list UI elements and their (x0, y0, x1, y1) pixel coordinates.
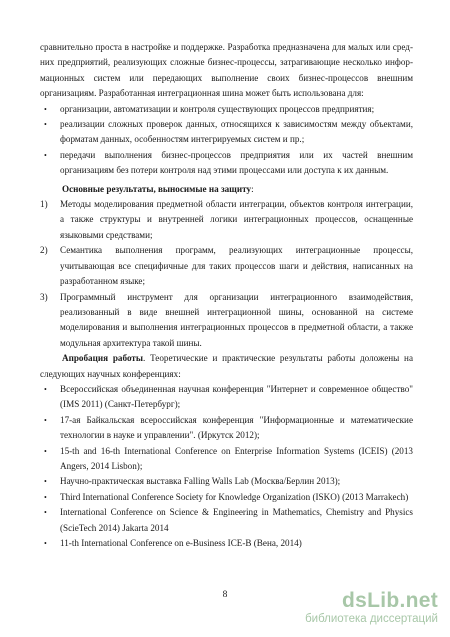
page-body (40, 40, 413, 551)
list-item (40, 290, 413, 352)
list-item-text: International Conference on Science & Engineering in Mathematics, Chemistry and Physics (ScieTech 2014) Jakarta 2014 (60, 507, 413, 533)
intro-line-2: них предприятий, реализующих сложные бизнес-процессы, затрагивающие несколько инфор- (40, 57, 413, 68)
approbation-label: Апробация работы (62, 353, 143, 364)
list-item-text: передачи выполнения бизнес-процессов предприятия или их частей внешним организациям без потери контроля над этими процессами или доступа к их данным. (60, 149, 413, 176)
list-item-text: реализации сложных проверок данных, относящихся к зависимостям между объектами, форматам данных, особенностям интегрируемых систем и пр.; (60, 119, 413, 145)
bullet-icon: • (44, 508, 47, 518)
list-item-text: 11-th International Conference on e-Business ICE-B (Вена, 2014) (60, 538, 302, 548)
list-item (40, 102, 413, 117)
list-number: 2) (40, 245, 48, 256)
list-item (40, 382, 413, 413)
list-item-text: Методы моделирования предметной области интеграции, объектов контроля интеграции, а также структуры и внутренней логики интеграционных процессов, оснащенные языковыми средствами; (60, 199, 413, 240)
results-heading-colon: : (251, 183, 254, 194)
intro-paragraph (40, 40, 413, 102)
list-item (40, 413, 413, 444)
list-item (40, 148, 413, 179)
bullet-icon: • (44, 446, 47, 456)
bullet-icon: • (44, 415, 47, 425)
approbation-text: . Теоретические и практические результаты работы доложены на следующих научных конференциях: (40, 353, 413, 379)
bullet-icon: • (44, 384, 47, 394)
bullet-icon: • (44, 539, 47, 548)
page-number: 8 (222, 590, 228, 600)
list-item (40, 474, 413, 489)
bullet-icon: • (44, 492, 47, 502)
list-item-text: Всероссийская объединенная научная конференция "Интернет и современное общество" (IMS 2011) (Санкт-Петербург); (60, 383, 413, 410)
list-item (40, 490, 413, 505)
bullet-icon: • (44, 120, 47, 130)
uses-list (40, 102, 413, 179)
list-item-text: Семантика выполнения программ, реализующих интеграционные процессы, учитывающая все специфичные для таких процессов шаги и действия, написанных на разработанном языке; (60, 245, 413, 287)
list-item (40, 243, 413, 289)
list-item (40, 197, 413, 243)
bullet-icon: • (44, 104, 47, 114)
conferences-list (40, 382, 413, 551)
list-item-text: 17-ая Байкальская всероссийская конференция "Информационные и математические технологии в науке и управлении". (Иркутск 2012); (60, 414, 413, 441)
list-item-text: Научно-практическая выставка Falling Walls Lab (Москва/Берлин 2013); (60, 476, 341, 487)
watermark-line-1: dsLib.net (341, 589, 438, 612)
list-item-text: организации, автоматизации и контроля существующих процессов предприятия; (60, 103, 375, 114)
bullet-icon: • (44, 477, 47, 487)
list-item (40, 536, 413, 551)
results-list (40, 197, 413, 351)
list-item-text: Third International Conference Society for Knowledge Organization (ISKO) (2013 Marrakech) (60, 491, 409, 502)
list-item (40, 444, 413, 475)
list-item-text: 15-th and 16-th International Conference on Enterprise Information Systems (ICEIS) (2013 Angers, 2014 Lisbon); (60, 445, 413, 471)
results-heading-text: Основные результаты, выносимые на защиту (62, 183, 252, 194)
watermark-logo (305, 590, 438, 626)
results-heading (40, 182, 413, 197)
list-item (40, 505, 413, 536)
intro-line-4: организациям. Разработанная интеграционная шина может быть использована для: (40, 88, 364, 99)
list-number: 1) (40, 199, 48, 210)
intro-line-1: сравнительно проста в настройке и поддержке. Разработка предназначена для малых или сред- (40, 42, 413, 52)
watermark-line-2: библиотека диссертаций (305, 613, 438, 625)
list-item-text: Программный инструмент для организации интеграционного взаимодействия, реализованный в виде внешней интеграционной шины, основанной на системе моделирования и выполнения интеграционных процессов в предметной области, а также модульная архитектура такой шины. (60, 291, 413, 348)
approbation-paragraph (40, 351, 413, 382)
bullet-icon: • (44, 150, 47, 160)
list-number: 3) (40, 291, 48, 302)
intro-line-3: мационных систем или передающих выполнение своих бизнес-процессов внешним (40, 72, 413, 83)
list-item (40, 117, 413, 148)
